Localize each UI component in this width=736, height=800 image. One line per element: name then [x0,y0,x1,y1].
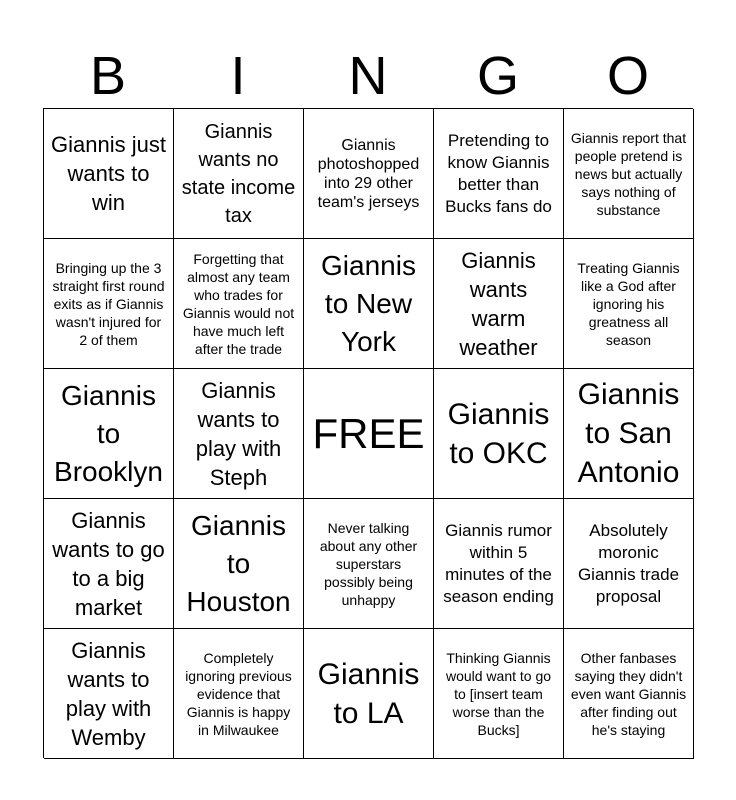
cell-text: Completely ignoring previous evidence that Giannis is happy in Milwaukee [185,649,292,738]
bingo-cell[interactable] [44,629,174,759]
header-letter-o: O [606,46,649,106]
bingo-cell[interactable] [564,109,694,239]
bingo-cell[interactable] [304,109,434,239]
bingo-board [43,108,693,758]
cell-text: Absolutely moronic Giannis trade proposal [577,520,680,606]
bingo-cell-free[interactable] [304,369,434,499]
bingo-cell[interactable] [44,499,174,629]
bingo-cell[interactable] [44,369,174,499]
bingo-header [43,44,693,108]
cell-text: Giannis to OKC [447,397,550,470]
bingo-cell[interactable] [564,239,694,369]
cell-text: Pretending to know Giannis better than Bucks fans do [445,130,552,216]
bingo-cell[interactable] [174,369,304,499]
bingo-cell[interactable] [44,239,174,369]
header-letter-n: N [348,46,388,106]
bingo-cell[interactable] [434,109,564,239]
cell-text: Treating Giannis like a God after ignoring his greatness all season [577,259,680,348]
cell-text: Giannis wants to play with Steph [195,377,282,490]
bingo-cell[interactable] [44,109,174,239]
bingo-cell[interactable] [434,499,564,629]
bingo-cell[interactable] [304,239,434,369]
cell-text: Giannis to LA [317,657,420,730]
free-space-text: FREE [312,409,425,457]
bingo-cell[interactable] [174,109,304,239]
bingo-cell[interactable] [564,499,694,629]
bingo-cell[interactable] [564,629,694,759]
bingo-cell[interactable] [564,369,694,499]
cell-text: Giannis wants warm weather [459,247,538,360]
bingo-cell[interactable] [434,239,564,369]
cell-text: Giannis wants no state income tax [181,120,296,227]
cell-text: Giannis photoshopped into 29 other team's jerseys [317,136,420,211]
cell-text: Giannis wants to go to a big market [52,507,165,620]
bingo-cell[interactable] [434,629,564,759]
cell-text: Giannis just wants to win [51,132,166,215]
header-letter-b: B [89,46,127,106]
bingo-cell[interactable] [174,499,304,629]
cell-text: Giannis to Houston [186,509,291,617]
cell-text: Forgetting that almost any team who trades for Giannis would not have much left after the trade [182,250,295,357]
cell-text: Giannis rumor within 5 minutes of the season ending [443,520,554,606]
cell-text: Thinking Giannis would want to go to [insert team worse than the Bucks] [445,649,552,738]
bingo-cell[interactable] [434,369,564,499]
cell-text: Bringing up the 3 straight first round exits as if Giannis wasn't injured for 2 of them [52,259,165,348]
cell-text: Never talking about any other superstars possibly being unhappy [319,519,418,608]
cell-text: Giannis report that people pretend is news but actually says nothing of substance [570,129,687,218]
bingo-cell[interactable] [304,499,434,629]
bingo-cell[interactable] [174,239,304,369]
bingo-cell[interactable] [304,629,434,759]
cell-text: Giannis to Brooklyn [54,379,163,487]
cell-text: Other fanbases saying they didn't even want Giannis after finding out he's staying [570,649,687,738]
bingo-cell[interactable] [174,629,304,759]
cell-text: Giannis to San Antonio [577,378,680,489]
header-letter-i: I [230,46,246,106]
cell-text: Giannis wants to play with Wemby [65,637,152,750]
header-letter-g: G [476,46,519,106]
cell-text: Giannis to New York [321,249,416,357]
